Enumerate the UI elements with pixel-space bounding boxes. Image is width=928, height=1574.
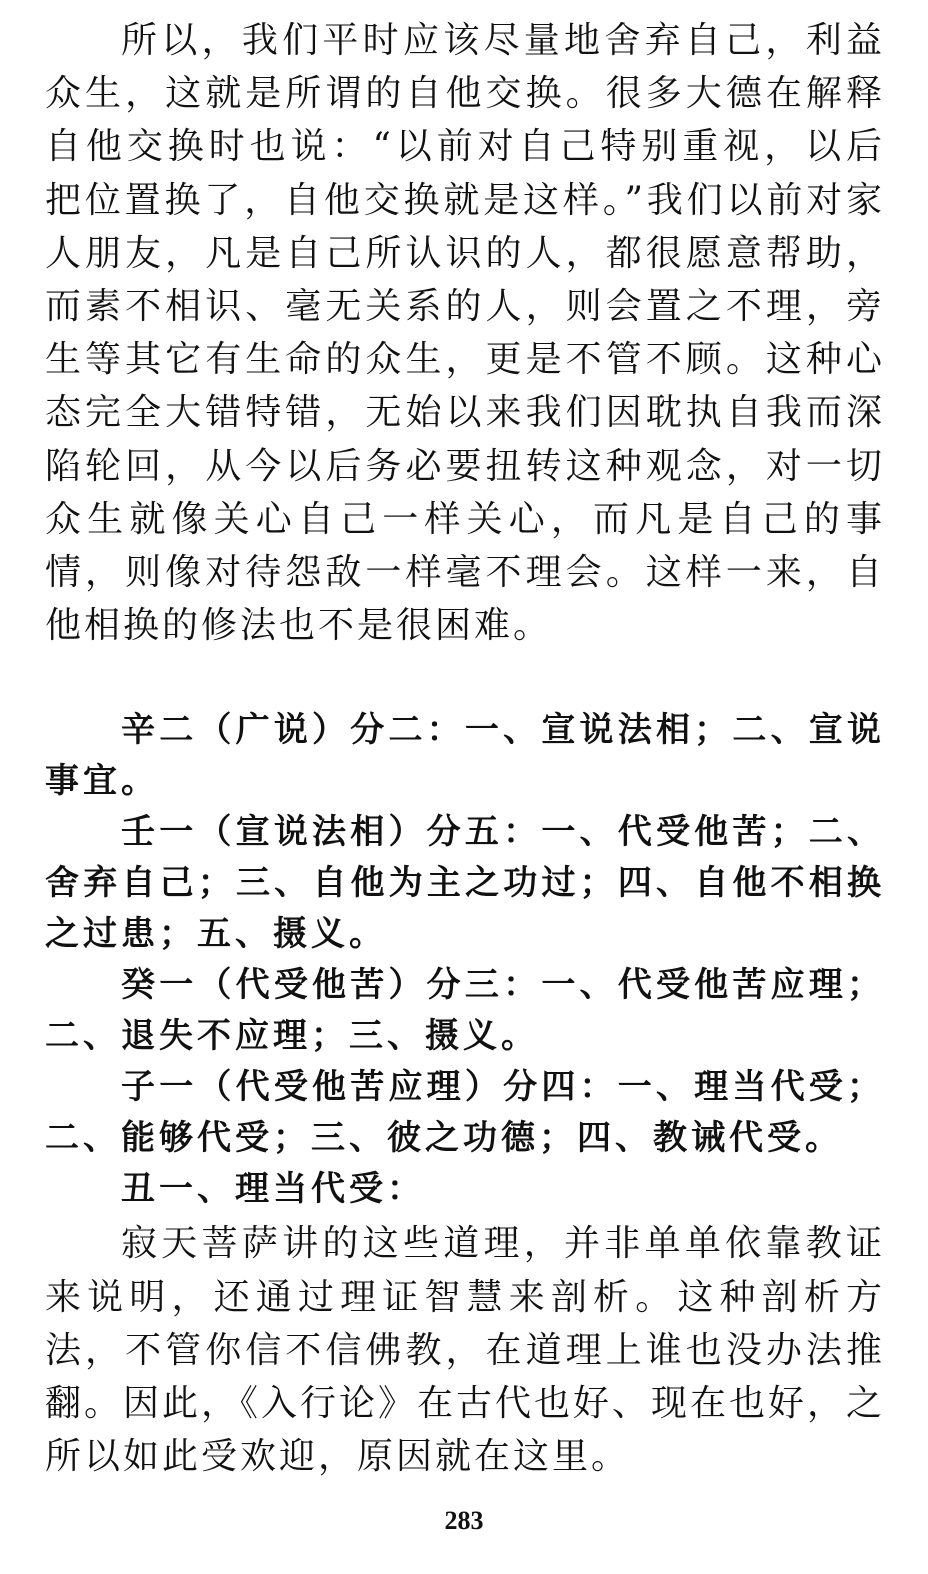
page-number: 283 — [444, 1506, 484, 1535]
heading-ren-yi: 壬一（宣说法相）分五：一、代受他苦；二、舍弃自己；三、自他为主之功过；四、自他不相换之过患；五、摄义。 — [45, 812, 885, 955]
heading-zi-yi: 子一（代受他苦应理）分四：一、理当代受；二、能够代受；三、彼之功德；四、教诫代受。 — [45, 1067, 885, 1159]
paragraph-reasoning: 寂天菩萨讲的这些道理，并非单单依靠教证来说明，还通过理证智慧来剖析。这种剖析方法，不管你信不信佛教，在道理上谁也没办法推翻。因此，《入行论》在古代也好、现在也好，之所以如此受欢迎，原因就在这里。 — [45, 1223, 886, 1478]
paragraph-self-other-exchange: 所以，我们平时应该尽量地舍弃自己，利益众生，这就是所谓的自他交换。很多大德在解释自他交换时也说：“以前对自己特别重视，以后把位置换了，自他交换就是这样。”我们以前对家人朋友，凡是自己所认识的人，都很愿意帮助，而素不相识、毫无关系的人，则会置之不理，旁生等其它有生命的众生，更是不管不顾。这种心态完全大错特错，无始以来我们因耽执自我而深陷轮回，从今以后务必要扭转这种观念，对一切众生就像关心自己一样关心，而凡是自己的事情，则像对待怨敌一样毫不理会。这样一来，自他相换的修法也不是很困难。 — [45, 20, 885, 647]
heading-xin-er: 辛二（广说）分二：一、宣说法相；二、宣说事宜。 — [45, 710, 885, 802]
section-gap — [45, 652, 885, 705]
heading-chou-yi: 丑一、理当代受： — [121, 1169, 425, 1210]
page-content — [45, 14, 885, 1483]
heading-gui-yi: 癸一（代受他苦）分三：一、代受他苦应理；二、退失不应理；三、摄义。 — [45, 965, 885, 1057]
